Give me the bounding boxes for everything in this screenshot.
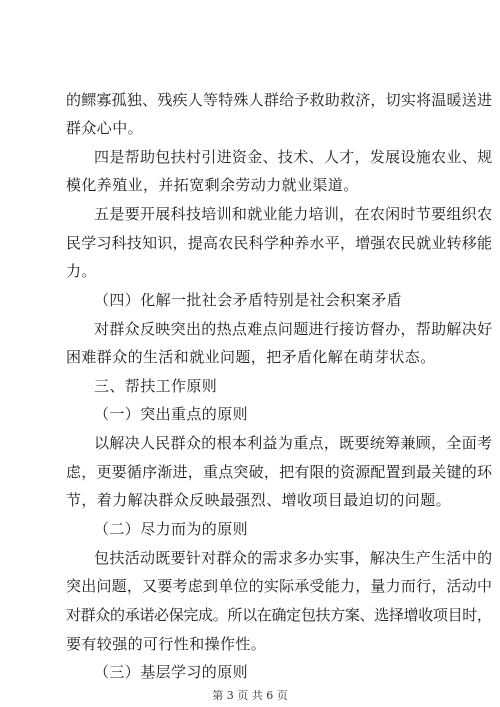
text-line: 以解决人民群众的根本利益为重点，既要统筹兼顾，全面考: [94, 434, 493, 452]
text-line: 要有较强的可行性和操作性。: [66, 635, 267, 653]
text-line: 群众心中。: [66, 119, 144, 137]
text-line: 困难群众的生活和就业问题，把矛盾化解在萌芽状态。: [66, 348, 436, 366]
section-heading: （一）突出重点的原则: [94, 405, 249, 423]
text-line: 包扶活动既要针对群众的需求多办实事，解决生产生活中的: [94, 549, 493, 567]
section-heading: （二）尽力而为的原则: [94, 520, 249, 538]
section-heading: （三）基层学习的原则: [94, 663, 249, 681]
text-line: 虑，更要循序渐进，重点突破，把有限的资源配置到最关键的环: [66, 463, 493, 481]
text-line: 节，着力解决群众反映最强烈、增收项目最迫切的问题。: [66, 491, 452, 509]
text-line: 民学习科技知识，提高农民科学种养水平，增强农民就业转移能: [66, 234, 493, 252]
text-line: 模化养殖业，并拓宽剩余劳动力就业渠道。: [66, 176, 359, 194]
section-heading: 三、帮扶工作原则: [94, 377, 218, 395]
section-heading: （四）化解一批社会矛盾特别是社会积案矛盾: [94, 291, 403, 309]
page-number-footer: 第 3 页 共 6 页: [212, 689, 288, 702]
text-line: 五是要开展科技培训和就业能力培训，在农闲时节要组织农: [94, 205, 493, 223]
text-line: 四是帮助包扶村引进资金、技术、人才，发展设施农业、规: [94, 148, 493, 166]
text-line: 的鳏寡孤独、残疾人等特殊人群给予救助救济，切实将温暖送进: [66, 91, 493, 109]
text-line: 对群众反映突出的热点难点问题进行接访督办，帮助解决好: [94, 320, 493, 338]
text-line: 对群众的承诺必保完成。所以在确定包扶方案、选择增收项目时，: [66, 606, 492, 624]
text-line: 突出问题，又要考虑到单位的实际承受能力，量力而行，活动中: [66, 577, 493, 595]
text-line: 力。: [66, 262, 97, 280]
